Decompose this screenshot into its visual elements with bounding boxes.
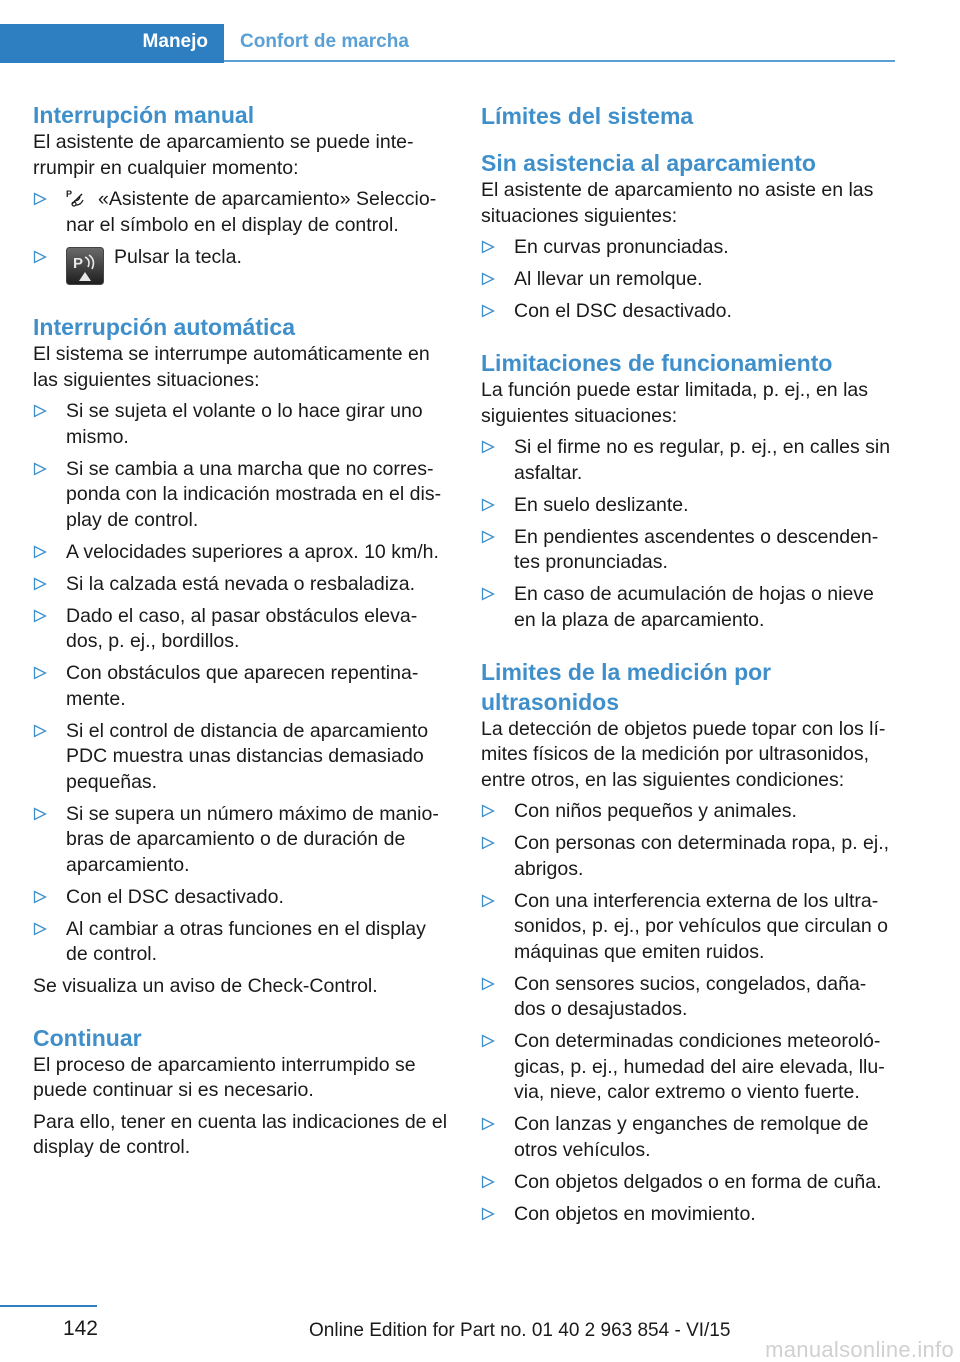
list-item bbox=[33, 885, 451, 911]
header-divider bbox=[224, 60, 895, 62]
list-item bbox=[33, 719, 451, 796]
list-item bbox=[33, 187, 451, 238]
list-item-text: Si el firme no es regular, p. ej., en calles sin asfaltar. bbox=[514, 436, 891, 484]
list-item bbox=[481, 267, 895, 293]
list-item bbox=[481, 1029, 895, 1106]
bullet-triangle-icon bbox=[481, 272, 495, 286]
paragraph: La función puede estar limitada, p. ej., en las siguientes situaciones: bbox=[481, 379, 868, 427]
bullet-triangle-icon bbox=[33, 609, 47, 623]
bullet-list bbox=[33, 399, 451, 968]
list-item bbox=[481, 582, 895, 633]
list-item-text: Si el control de distancia de aparcamiento PDC muestra unas distancias demasiado pequeñas. bbox=[66, 719, 429, 793]
list-item bbox=[481, 799, 895, 825]
heading-limitaciones: Limitaciones de funcionamiento bbox=[481, 350, 833, 376]
list-item-text: Con niños pequeños y animales. bbox=[514, 800, 797, 822]
bullet-triangle-icon bbox=[481, 440, 495, 454]
list-item bbox=[33, 802, 451, 879]
bullet-triangle-icon bbox=[481, 240, 495, 254]
list-item-text: «Asistente de aparcamiento» Seleccio-nar el símbolo en el display de control. bbox=[66, 188, 437, 236]
bullet-list bbox=[481, 435, 895, 633]
bullet-triangle-icon bbox=[481, 894, 495, 908]
list-item-text: Al cambiar a otras funciones en el display de control. bbox=[66, 917, 426, 965]
paragraph: La detección de objetos puede topar con los lí-mites físicos de la medición por ultrasonidos, entre otros, en las siguientes condiciones: bbox=[481, 717, 886, 791]
list-item-text: Si se cambia a una marcha que no corres-ponda con la indicación mostrada en el dis-play de control. bbox=[66, 457, 442, 531]
bullet-triangle-icon bbox=[481, 304, 495, 318]
list-item-text: En suelo deslizante. bbox=[514, 493, 689, 516]
list-item-text: En caso de acumulación de hojas o nieve en la plaza de aparcamiento. bbox=[514, 583, 874, 631]
list-item bbox=[481, 1170, 895, 1196]
heading-continuar: Continuar bbox=[33, 1024, 142, 1051]
list-item-text: Con el DSC desactivado. bbox=[514, 300, 732, 322]
bullet-list bbox=[481, 235, 895, 325]
paragraph: El asistente de aparcamiento no asiste en las situaciones siguientes: bbox=[481, 179, 874, 227]
heading-sin-asistencia: Sin asistencia al aparcamiento bbox=[481, 150, 816, 176]
list-item bbox=[33, 661, 451, 712]
list-item-text: Con objetos en movimiento. bbox=[514, 1202, 756, 1225]
left-column bbox=[33, 100, 451, 1167]
paragraph: El sistema se interrumpe automáticamente en las siguientes situaciones: bbox=[33, 343, 430, 391]
list-item bbox=[33, 399, 451, 450]
park-assist-button-icon bbox=[66, 247, 104, 285]
list-item-text: En curvas pronunciadas. bbox=[514, 236, 729, 258]
list-item-text: Si la calzada está nevada o resbaladiza. bbox=[66, 572, 416, 595]
list-item-text: Con una interferencia externa de los ultra-sonidos, p. ej., por vehículos que circulan o máquinas que emiten ruidos. bbox=[514, 889, 888, 963]
list-item-text: Si se sujeta el volante o lo hace girar uno mismo. bbox=[66, 400, 423, 448]
list-item bbox=[481, 889, 895, 966]
svg-text:P: P bbox=[66, 189, 73, 199]
paragraph: Se visualiza un aviso de Check-Control. bbox=[33, 975, 378, 997]
bullet-triangle-icon bbox=[33, 890, 47, 904]
bullet-triangle-icon bbox=[33, 666, 47, 680]
list-item bbox=[481, 493, 895, 519]
list-item bbox=[481, 435, 895, 486]
list-item-text: Dado el caso, al pasar obstáculos eleva-dos, p. ej., bordillos. bbox=[66, 604, 418, 652]
bullet-triangle-icon bbox=[33, 724, 47, 738]
list-item-text: Con el DSC desactivado. bbox=[66, 885, 284, 908]
footer-rule bbox=[0, 1305, 97, 1307]
heading-limites-medicion: Limites de la medición por ultrasonidos bbox=[481, 658, 772, 715]
list-item bbox=[33, 245, 451, 289]
heading-interrupcion-automatica: Interrupción automática bbox=[33, 314, 295, 340]
edition-text: Online Edition for Part no. 01 40 2 963 854 - VI/15 bbox=[309, 1320, 731, 1341]
right-column bbox=[481, 100, 895, 1234]
bullet-triangle-icon bbox=[33, 922, 47, 936]
list-item-text: Pulsar la tecla. bbox=[114, 245, 242, 268]
list-item-text: Con sensores sucios, congelados, daña-dos o desajustados. bbox=[514, 972, 867, 1020]
list-item bbox=[33, 917, 451, 968]
list-item bbox=[481, 831, 895, 882]
bullet-list bbox=[33, 187, 451, 289]
bullet-triangle-icon bbox=[481, 804, 495, 818]
svg-text:P: P bbox=[73, 254, 84, 272]
bullet-list bbox=[481, 799, 895, 1227]
list-item-text: Con lanzas y enganches de remolque de otros vehículos. bbox=[514, 1113, 869, 1161]
list-item-text: A velocidades superiores a aprox. 10 km/h. bbox=[66, 540, 439, 563]
bullet-triangle-icon bbox=[33, 250, 47, 264]
list-item bbox=[481, 525, 895, 576]
list-item-text: Con objetos delgados o en forma de cuña. bbox=[514, 1170, 882, 1193]
page-number: 142 bbox=[62, 1317, 98, 1340]
list-item bbox=[33, 540, 451, 566]
bullet-triangle-icon bbox=[481, 1207, 495, 1221]
list-item-text: En pendientes ascendentes o descenden-tes pronunciadas. bbox=[514, 525, 879, 573]
tab-manejo-label: Manejo bbox=[142, 31, 208, 52]
watermark: manualsonline.info bbox=[765, 1337, 954, 1362]
list-item bbox=[481, 235, 895, 261]
paragraph: El asistente de aparcamiento se puede inte-rrumpir en cualquier momento: bbox=[33, 131, 414, 179]
paragraph: Para ello, tener en cuenta las indicaciones de el display de control. bbox=[33, 1110, 448, 1158]
bullet-triangle-icon bbox=[33, 577, 47, 591]
bullet-triangle-icon bbox=[481, 977, 495, 991]
bullet-triangle-icon bbox=[33, 462, 47, 476]
paragraph: El proceso de aparcamiento interrumpido se puede continuar si es necesario. bbox=[33, 1053, 416, 1101]
list-item-text: Si se supera un número máximo de manio-bras de aparcamiento o de duración de aparcamiento. bbox=[66, 802, 439, 876]
bullet-triangle-icon bbox=[33, 192, 47, 206]
parking-assistant-icon bbox=[66, 188, 88, 208]
heading-limites-del-sistema: Límites del sistema bbox=[481, 103, 694, 129]
list-item-text: Con obstáculos que aparecen repentina-mente. bbox=[66, 662, 419, 710]
list-item bbox=[481, 1202, 895, 1228]
bullet-triangle-icon bbox=[481, 498, 495, 512]
bullet-triangle-icon bbox=[33, 404, 47, 418]
list-item bbox=[481, 299, 895, 325]
bullet-triangle-icon bbox=[481, 1034, 495, 1048]
list-item bbox=[33, 604, 451, 655]
list-item-text: Al llevar un remolque. bbox=[514, 268, 703, 290]
bullet-triangle-icon bbox=[481, 587, 495, 601]
list-item-text: Con determinadas condiciones meteoroló-gicas, p. ej., humedad del aire elevada, llu-via, nieve, calor extremo o viento fuerte. bbox=[514, 1030, 885, 1103]
bullet-triangle-icon bbox=[481, 530, 495, 544]
list-item bbox=[33, 457, 451, 534]
tab-manejo[interactable] bbox=[0, 24, 224, 63]
bullet-triangle-icon bbox=[481, 1175, 495, 1189]
bullet-triangle-icon bbox=[481, 836, 495, 850]
header-bar bbox=[0, 24, 895, 63]
list-item bbox=[33, 572, 451, 598]
list-item bbox=[481, 972, 895, 1023]
list-item-text: Con personas con determinada ropa, p. ej., abrigos. bbox=[514, 832, 890, 880]
list-item bbox=[481, 1112, 895, 1163]
bullet-triangle-icon bbox=[33, 807, 47, 821]
bullet-triangle-icon bbox=[33, 545, 47, 559]
bullet-triangle-icon bbox=[481, 1117, 495, 1131]
tab-confort-de-marcha[interactable]: Confort de marcha bbox=[240, 31, 409, 52]
heading-interrupcion-manual: Interrupción manual bbox=[33, 102, 255, 128]
